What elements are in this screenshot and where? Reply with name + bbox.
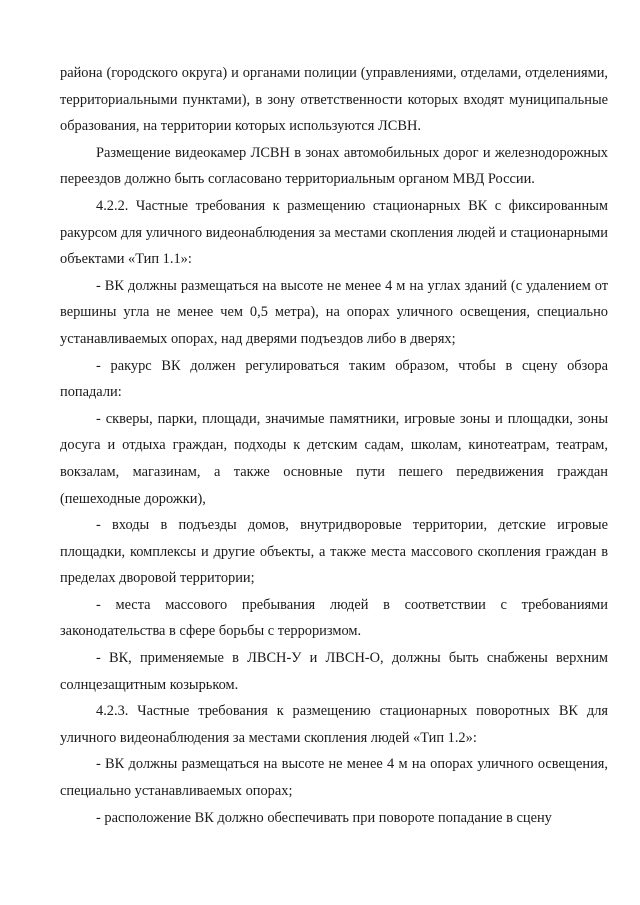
list-item-ptz-rotation-coverage: - расположение ВК должно обеспечивать при повороте попадание в сцену <box>96 809 552 826</box>
paragraph-continuation: района (городского округа) и органами полиции (управлениями, отделами, отделениями, территориальными пунктами), в зону ответственности которых входят муниципальные образования, на территории которых используются ЛСВН. <box>60 65 608 135</box>
list-item-view-angle: - ракурс ВК должен регулироваться таким образом, чтобы в сцену обзора попадали: <box>60 357 608 401</box>
list-item-mass-gathering-places: - места массового пребывания людей в соответствии с требованиями законодательства в сфере борьбы с терроризмом. <box>60 596 608 640</box>
list-item-mounting-height: - ВК должны размещаться на высоте не менее 4 м на углах зданий (с удалением от вершины угла не менее чем 0,5 метра), на опорах уличного освещения, специально устанавливаемых опорах, над дверями подъездов либо в дверях; <box>60 277 608 347</box>
list-item-public-areas: - скверы, парки, площади, значимые памятники, игровые зоны и площадки, зоны досуга и отдыха граждан, подходы к детским садам, школам, кинотеатрам, театрам, вокзалам, магазинам, а также основные пути пешего передвижения граждан (пешеходные дорожки), <box>60 410 608 507</box>
paragraph-section-4-2-3: 4.2.3. Частные требования к размещению стационарных поворотных ВК для уличного видеонаблюдения за местами скопления людей «Тип 1.2»: <box>60 703 608 746</box>
paragraph-section-4-2-2: 4.2.2. Частные требования к размещению стационарных ВК с фиксированным ракурсом для уличного видеонаблюдения за местами скопления людей и стационарными объектами «Тип 1.1»: <box>60 197 608 268</box>
list-item-ptz-mounting-height: - ВК должны размещаться на высоте не менее 4 м на опорах уличного освещения, специально устанавливаемых опорах; <box>60 756 608 800</box>
paragraph-camera-placement-approval: Размещение видеокамер ЛСВН в зонах автомобильных дорог и железнодорожных переездов должно быть согласовано территориальным органом МВД России. <box>60 144 608 188</box>
list-item-building-entrances: - входы в подъезды домов, внутридворовые территории, детские игровые площадки, комплексы и другие объекты, а также места массового скопления граждан в пределах дворовой территории; <box>60 517 608 587</box>
list-item-sun-visor: - ВК, применяемые в ЛВСН-У и ЛВСН-О, должны быть снабжены верхним солнцезащитным козырьком. <box>60 650 608 693</box>
document-body <box>60 60 608 831</box>
